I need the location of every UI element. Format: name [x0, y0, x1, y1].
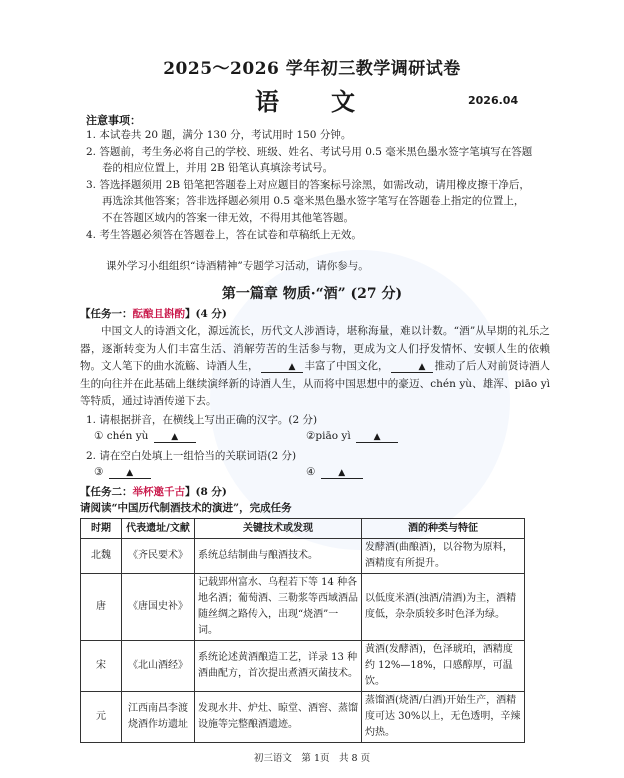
task1-label: 【任务一： — [80, 308, 133, 320]
task1-name: 酝酿且斟酌 — [132, 308, 185, 320]
answer-blank[interactable]: ▲ — [154, 432, 196, 443]
table-cell: 系统论述黄酒酿造工艺，详录 13 种酒曲配方，首次提出煮酒灭菌技术。 — [195, 641, 362, 692]
exam-date: 2026.04 — [468, 94, 519, 107]
answer-blank[interactable]: ▲ — [356, 432, 398, 443]
answer-blank[interactable]: ▲ — [321, 468, 363, 479]
table-cell: 系统总结制曲与酿酒技术。 — [195, 539, 362, 574]
table-cell: 黄酒(发酵酒)，色泽琥珀，酒精度约 12%—18%，口感醇厚，可温饮。 — [362, 641, 525, 692]
task1-score: 】(4 分) — [185, 308, 227, 320]
table-row — [81, 692, 525, 743]
task1-heading — [80, 306, 227, 321]
table-cell: 北魏 — [81, 539, 122, 574]
table-cell: 记载郢州富水、乌程若下等 14 种各地名酒；葡萄酒、三勒浆等西域酒品随丝绸之路传入，出现“烧酒”一词。 — [195, 574, 362, 641]
question-1b: ②piāo yì ▲ — [306, 430, 400, 443]
table-cell: 元 — [81, 692, 122, 743]
question-2: 2. 请在空白处填上一组恰当的关联词语(2 分) — [86, 450, 297, 462]
wine-history-table — [80, 518, 525, 743]
question-2a: ③ ▲ — [94, 466, 153, 479]
question-1a: ① chén yù ▲ — [94, 430, 198, 443]
table-row — [81, 641, 525, 692]
table-header-row — [81, 519, 525, 539]
table-cell: 蒸馏酒(烧酒/白酒)开始生产，酒精度可达 30%以上，无色透明，辛辣灼热。 — [362, 692, 525, 743]
task2-name: 举杯邀千古 — [132, 486, 185, 498]
task2-heading — [80, 484, 227, 499]
notice-item: 不在答题区域内的答案一律无效，不得用其他笔答题。 — [102, 212, 354, 224]
notice-item: 再选涂其他答案；答非选择题必须用 0.5 毫米黑色墨水签字笔写在答题卷上指定的位置上， — [102, 195, 525, 207]
table-cell: 唐 — [81, 574, 122, 641]
table-header: 关键技术或发现 — [195, 519, 362, 539]
question-1: 1. 请根据拼音，在横线上写出正确的汉字。(2 分) — [86, 414, 318, 426]
table-cell: 《齐民要术》 — [122, 539, 195, 574]
activity-intro: 课外学习小组组织“诗酒精神”专题学习活动，请你参与。 — [106, 260, 369, 272]
notice-heading: 注意事项： — [86, 114, 141, 127]
subject-title: 语 文 — [255, 87, 369, 116]
table-header: 时期 — [81, 519, 122, 539]
paragraph-part: 丰富了中国文化， — [304, 360, 389, 372]
paragraph-part: 推动了后人对前贤诗酒人生的向往并在此基础上继续演绎新的诗酒人生，从而将中国思想中的豪迈、chén yù、雄浑、piāo yì等特质，通过诗酒传递下去。 — [80, 360, 550, 407]
table-cell: 宋 — [81, 641, 122, 692]
table-row — [81, 539, 525, 574]
task2-instruction: 请阅读“中国历代制酒技术的演进”，完成任务 — [80, 502, 292, 514]
table-header: 酒的种类与特征 — [362, 519, 525, 539]
blank-4: ▲ — [391, 362, 433, 373]
table-cell: 江西南昌李渡烧酒作坊遗址 — [122, 692, 195, 743]
notice-item: 4. 考生答题必须答在答题卷上，答在试卷和草稿纸上无效。 — [86, 229, 362, 241]
page-footer: 初三语文 第 1页 共 8 页 — [253, 753, 371, 764]
task2-score: 】(8 分) — [185, 486, 227, 498]
blank-3: ▲ — [261, 362, 303, 373]
notice-item: 1. 本试卷共 20 题，满分 130 分，考试用时 150 分钟。 — [86, 129, 352, 141]
notice-item: 3. 答选择题须用 2B 铅笔把答题卷上对应题目的答案标号涂黑，如需改动，请用橡皮擦干净后， — [86, 179, 530, 191]
table-cell: 《北山酒经》 — [122, 641, 195, 692]
question-2b: ④ ▲ — [306, 466, 365, 479]
paragraph-part: 中国文人的诗酒文化，源远流长，历代文人涉酒诗，堪称海量，难以计数。“酒”从早期的礼乐之器，逐渐转变为人们丰富生活、消解劳苦的生活参与物，更成为文人们抒发情怀、安顿人生的依赖物。文人笔下的曲水流觞、诗酒人生， — [80, 325, 550, 372]
task2-label: 【任务二： — [80, 486, 133, 498]
table-header: 代表遗址/文献 — [122, 519, 195, 539]
chapter-heading: 第一篇章 物质·“酒” (27 分) — [221, 286, 403, 302]
notice-item: 卷的相应位置上，并用 2B 铅笔认真填涂考试号。 — [102, 162, 334, 174]
notice-item: 2. 答题前，考生务必将自己的学校、班级、姓名、考试号用 0.5 毫米黑色墨水签字笔填写在答题 — [86, 146, 533, 158]
table-row — [81, 574, 525, 641]
task1-paragraph — [80, 323, 550, 411]
table-cell: 《唐国史补》 — [122, 574, 195, 641]
table-cell: 发现水井、炉灶、晾堂、酒窖、蒸馏设施等完整酿酒遗迹。 — [195, 692, 362, 743]
exam-title: 2025～2026 学年初三教学调研试卷 — [163, 59, 461, 79]
table-cell: 发酵酒(曲酿酒)，以谷物为原料，酒精度有所提升。 — [362, 539, 525, 574]
answer-blank[interactable]: ▲ — [109, 468, 151, 479]
table-cell: 以低度米酒(浊酒/清酒)为主，酒精度低，杂杂质较多时色泽为绿。 — [362, 574, 525, 641]
